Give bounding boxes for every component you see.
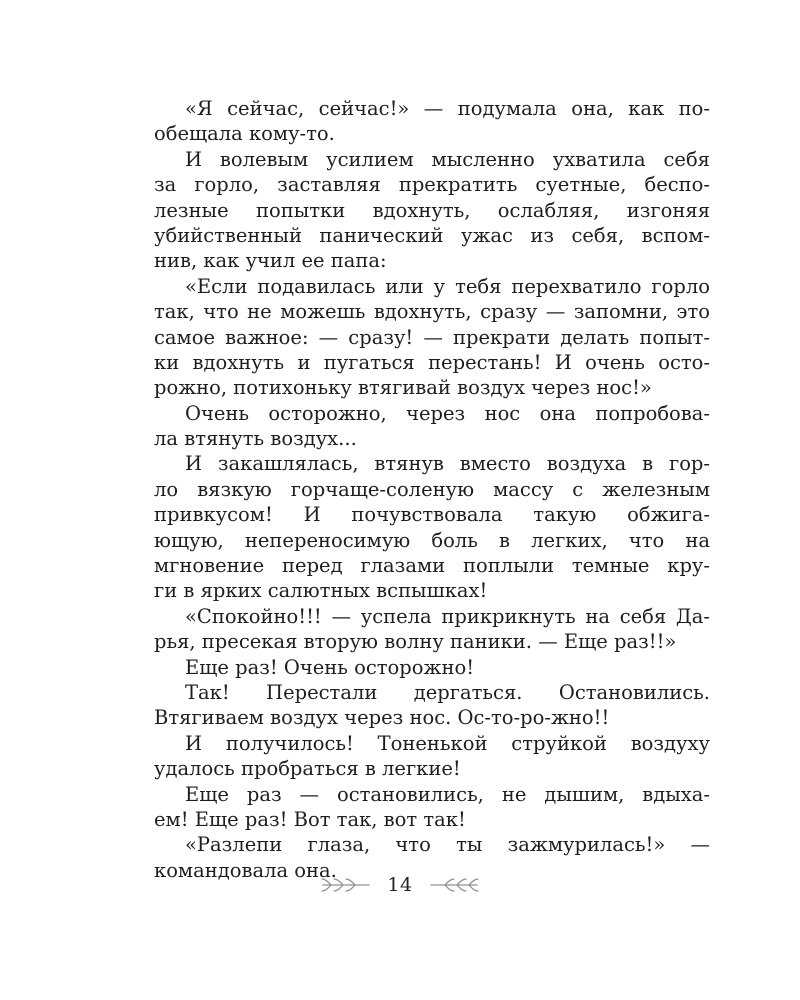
text-line: «Я сейчас, сейчас!» — подумала она, как по- — [185, 97, 710, 120]
text-line: Втягиваем воздух через нос. Ос-то-ро-жно!! — [154, 706, 610, 730]
text-line: «Разлепи глаза, что ты зажмурилась!» — — [185, 833, 710, 857]
text-line: обещала кому-то. — [154, 122, 335, 146]
text-line: Еще раз — остановились, не дышим, вдыха- — [185, 782, 710, 806]
text-line: И волевым усилием мысленно ухватила себя — [185, 147, 710, 171]
text-line: ги в ярких салютных вспышках! — [154, 579, 488, 603]
text-line: И получилось! Тоненькой струйкой воздуху — [185, 731, 710, 755]
text-line: рья, пресекая вторую волну паники. — Еще раз!!» — [154, 630, 677, 654]
sprig-left-icon — [321, 876, 373, 894]
text-line: Еще раз! Очень осторожно! — [185, 655, 475, 679]
text-line: удалось пробраться в легкие! — [154, 757, 461, 781]
text-line: ло вязкую горчаще-соленую массу с железным — [154, 477, 710, 501]
text-line: ющую, непереносимую боль в легких, что на — [154, 528, 710, 552]
page-footer — [0, 870, 800, 900]
text-line: мгновение перед глазами поплыли темные кру- — [154, 554, 710, 578]
text-line: нив, как учил ее папа: — [154, 249, 387, 273]
text-line: лезные попытки вдохнуть, ослабляя, изгоняя — [154, 198, 710, 222]
body-text — [154, 96, 710, 883]
text-line: рожно, потихоньку втягивай воздух через нос!» — [154, 376, 652, 400]
text-line: привкусом! И почувствовала такую обжига- — [154, 503, 710, 527]
text-line: командовала она. — [154, 858, 337, 882]
text-line: так, что не можешь вдохнуть, сразу — запомни, это — [154, 300, 710, 324]
text-line: самое важное: — сразу! — прекрати делать попыт- — [154, 325, 710, 349]
sprig-right-icon — [427, 876, 479, 894]
text-line: «Если подавилась или у тебя перехватило горло — [185, 274, 710, 298]
text-line: ла втянуть воздух... — [154, 427, 357, 451]
text-line: убийственный панический ужас из себя, вспом- — [154, 223, 710, 247]
text-line: ки вдохнуть и пугаться перестань! И очень осто- — [154, 350, 710, 374]
text-line: «Спокойно!!! — успела прикрикнуть на себя Да- — [185, 604, 710, 628]
page-number: 14 — [387, 874, 413, 896]
text-line: И закашлялась, втянув вместо воздуха в гор- — [185, 452, 710, 476]
text-line: ем! Еще раз! Вот так, вот так! — [154, 807, 466, 831]
text-line: за горло, заставляя прекратить суетные, беспо- — [154, 173, 710, 197]
text-line: Очень осторожно, через нос она попробова- — [185, 401, 710, 425]
text-line: Так! Перестали дергаться. Остановились. — [185, 680, 710, 704]
